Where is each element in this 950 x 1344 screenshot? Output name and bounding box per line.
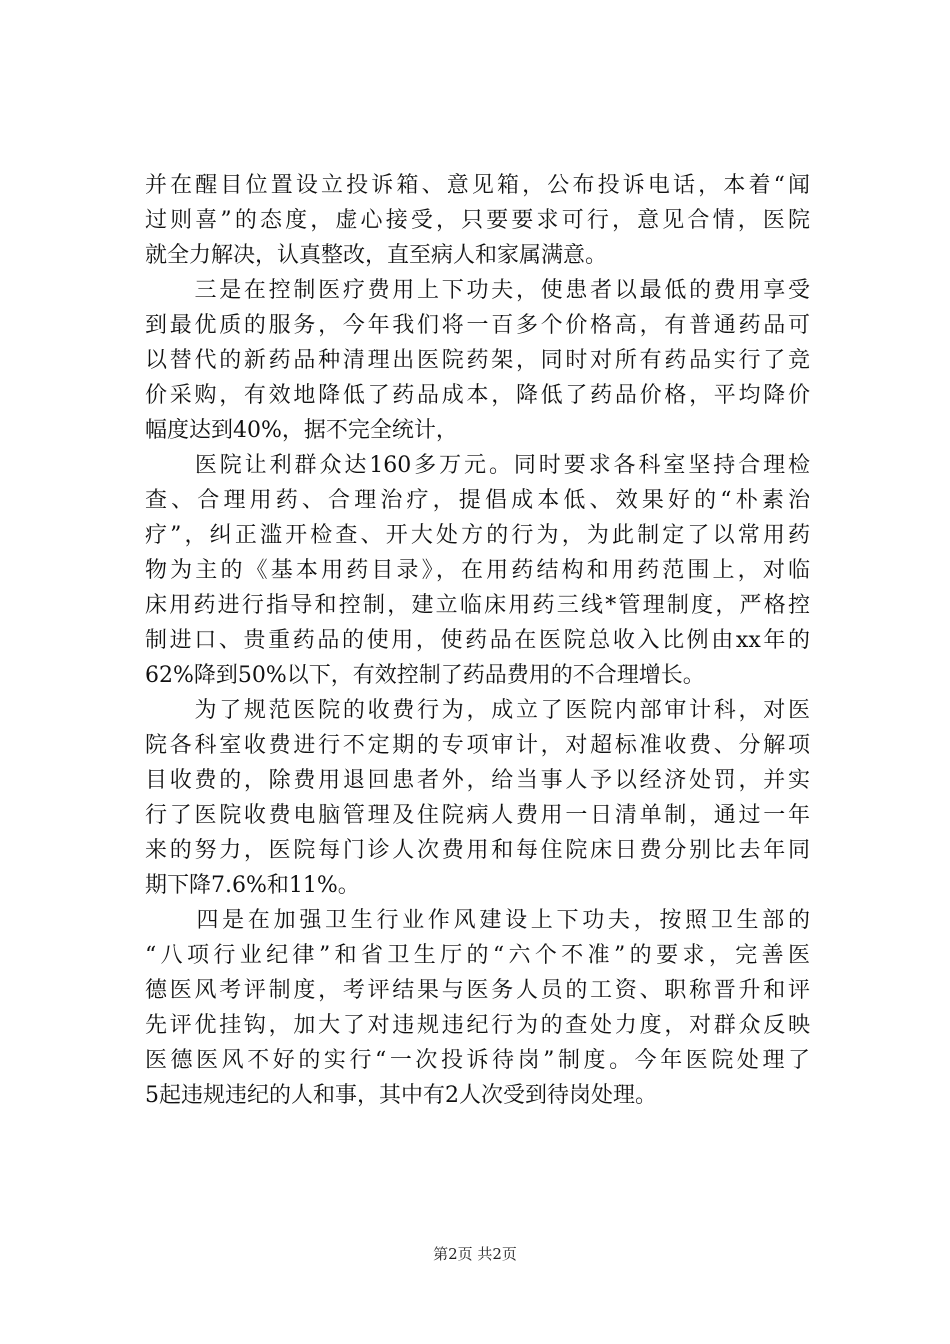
text-line: 四是在加强卫生行业作风建设上下功夫，按照卫生部的 [145, 908, 810, 933]
text-line: 62%降到50%以下，有效控制了药品费用的不合理增长。 [145, 663, 705, 688]
body-text [145, 168, 810, 1113]
text-line: 为了规范医院的收费行为，成立了医院内部审计科，对医 [145, 698, 810, 723]
text-line: 床用药进行指导和控制，建立临床用药三线*管理制度，严格控 [145, 593, 810, 618]
text-line: 医德医风不好的实行“一次投诉待岗”制度。今年医院处理了 [145, 1048, 810, 1073]
text-line: 以替代的新药品种清理出医院药架，同时对所有药品实行了竞 [145, 348, 810, 373]
text-line: 期下降7.6%和11%。 [145, 873, 360, 898]
text-line: 来的努力，医院每门诊人次费用和每住院床日费分别比去年同 [145, 838, 810, 863]
text-line: 三是在控制医疗费用上下功夫，使患者以最低的费用享受 [145, 278, 810, 303]
text-line: 物为主的《基本用药目录》，在用药结构和用药范围上，对临 [145, 558, 810, 583]
text-line: 院各科室收费进行不定期的专项审计，对超标准收费、分解项 [145, 733, 810, 758]
text-line: 就全力解决，认真整改，直至病人和家属满意。 [145, 243, 608, 268]
text-line: 并在醒目位置设立投诉箱、意见箱，公布投诉电话，本着“闻 [145, 173, 810, 198]
text-line: 到最优质的服务，今年我们将一百多个价格高，有普通药品可 [145, 313, 810, 338]
text-line: 查、合理用药、合理治疗，提倡成本低、效果好的“朴素治 [145, 488, 810, 513]
text-line: 先评优挂钩，加大了对违规违纪行为的查处力度，对群众反映 [145, 1013, 810, 1038]
text-line: 医院让利群众达160多万元。同时要求各科室坚持合理检 [145, 453, 810, 478]
text-line: 幅度达到40%，据不完全统计， [145, 418, 458, 443]
text-line: 德医风考评制度，考评结果与医务人员的工资、职称晋升和评 [145, 978, 810, 1003]
text-line: 目收费的，除费用退回患者外，给当事人予以经济处罚，并实 [145, 768, 810, 793]
text-line: 5起违规违纪的人和事，其中有2人次受到待岗处理。 [145, 1083, 657, 1108]
text-line: 过则喜”的态度，虚心接受，只要要求可行，意见合情，医院 [145, 208, 810, 233]
text-line: 行了医院收费电脑管理及住院病人费用一日清单制，通过一年 [145, 803, 810, 828]
text-line: 价采购，有效地降低了药品成本，降低了药品价格，平均降价 [145, 383, 810, 408]
text-line: “八项行业纪律”和省卫生厅的“六个不准”的要求，完善医 [145, 943, 810, 968]
text-line: 疗”，纠正滥开检查、开大处方的行为，为此制定了以常用药 [145, 523, 810, 548]
page-footer: 第2页 共2页 [433, 1245, 517, 1263]
text-line: 制进口、贵重药品的使用，使药品在医院总收入比例由xx年的 [145, 628, 810, 653]
